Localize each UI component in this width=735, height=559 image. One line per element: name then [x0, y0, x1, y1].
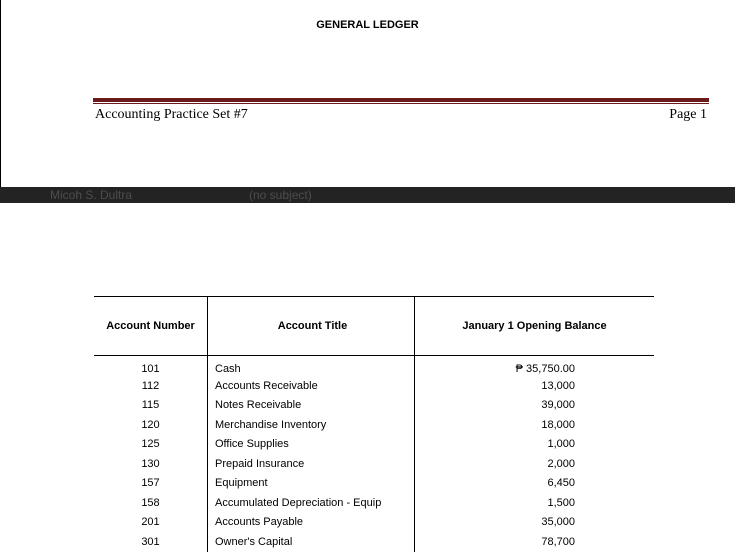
table-row	[94, 396, 654, 416]
account-number: 115	[94, 396, 208, 416]
table-row	[94, 376, 654, 396]
account-title: Notes Receivable	[208, 396, 415, 416]
account-title: Accounts Receivable	[208, 376, 415, 396]
practice-set-label: Accounting Practice Set #7	[95, 107, 248, 122]
account-number: 112	[94, 376, 208, 396]
email-subject[interactable]: (no subject)	[249, 188, 312, 202]
account-title: Merchandise Inventory	[208, 415, 415, 435]
account-title: Prepaid Insurance	[208, 454, 415, 474]
account-number: 201	[94, 513, 208, 533]
table-row	[94, 493, 654, 513]
email-sender[interactable]: Micoh S. Dultra	[50, 188, 133, 202]
table-header-row	[94, 297, 654, 356]
table-row	[94, 454, 654, 474]
page-number: Page 1	[669, 107, 707, 122]
table-row	[94, 532, 654, 552]
account-number: 101	[94, 356, 208, 377]
account-number: 120	[94, 415, 208, 435]
opening-balance: 13,000	[541, 379, 575, 392]
table-row	[94, 474, 654, 494]
opening-balance: 78,700	[541, 535, 575, 548]
table-row	[94, 513, 654, 533]
account-title: Equipment	[208, 474, 415, 494]
header-account-number: Account Number	[94, 297, 208, 356]
opening-balance: 2,000	[547, 457, 575, 470]
header-rule-thick	[93, 98, 709, 102]
account-title: Owner's Capital	[208, 532, 415, 552]
opening-balance: 35,000	[541, 516, 575, 529]
table-row	[94, 356, 654, 377]
account-number: 301	[94, 532, 208, 552]
opening-balance: 1,500	[547, 496, 575, 509]
opening-balance: 39,000	[541, 399, 575, 412]
header-opening-balance: January 1 Opening Balance	[415, 297, 655, 356]
opening-balance: 1,000	[547, 438, 575, 451]
ledger-table	[94, 296, 654, 552]
opening-balance: 18,000	[541, 418, 575, 431]
document-title: GENERAL LEDGER	[316, 19, 419, 31]
table-row	[94, 435, 654, 455]
opening-balance: 6,450	[547, 477, 575, 490]
account-title: Cash	[208, 356, 415, 377]
account-number: 125	[94, 435, 208, 455]
account-title: Accumulated Depreciation - Equip	[208, 493, 415, 513]
header-rule-thin	[93, 103, 709, 104]
account-title: Accounts Payable	[208, 513, 415, 533]
account-title: Office Supplies	[208, 435, 415, 455]
opening-balance: ₱ 35,750.00	[515, 363, 575, 375]
header-account-title: Account Title	[208, 297, 415, 356]
table-row	[94, 415, 654, 435]
account-number: 157	[94, 474, 208, 494]
account-number: 158	[94, 493, 208, 513]
email-notification-bar[interactable]	[0, 187, 735, 203]
account-number: 130	[94, 454, 208, 474]
